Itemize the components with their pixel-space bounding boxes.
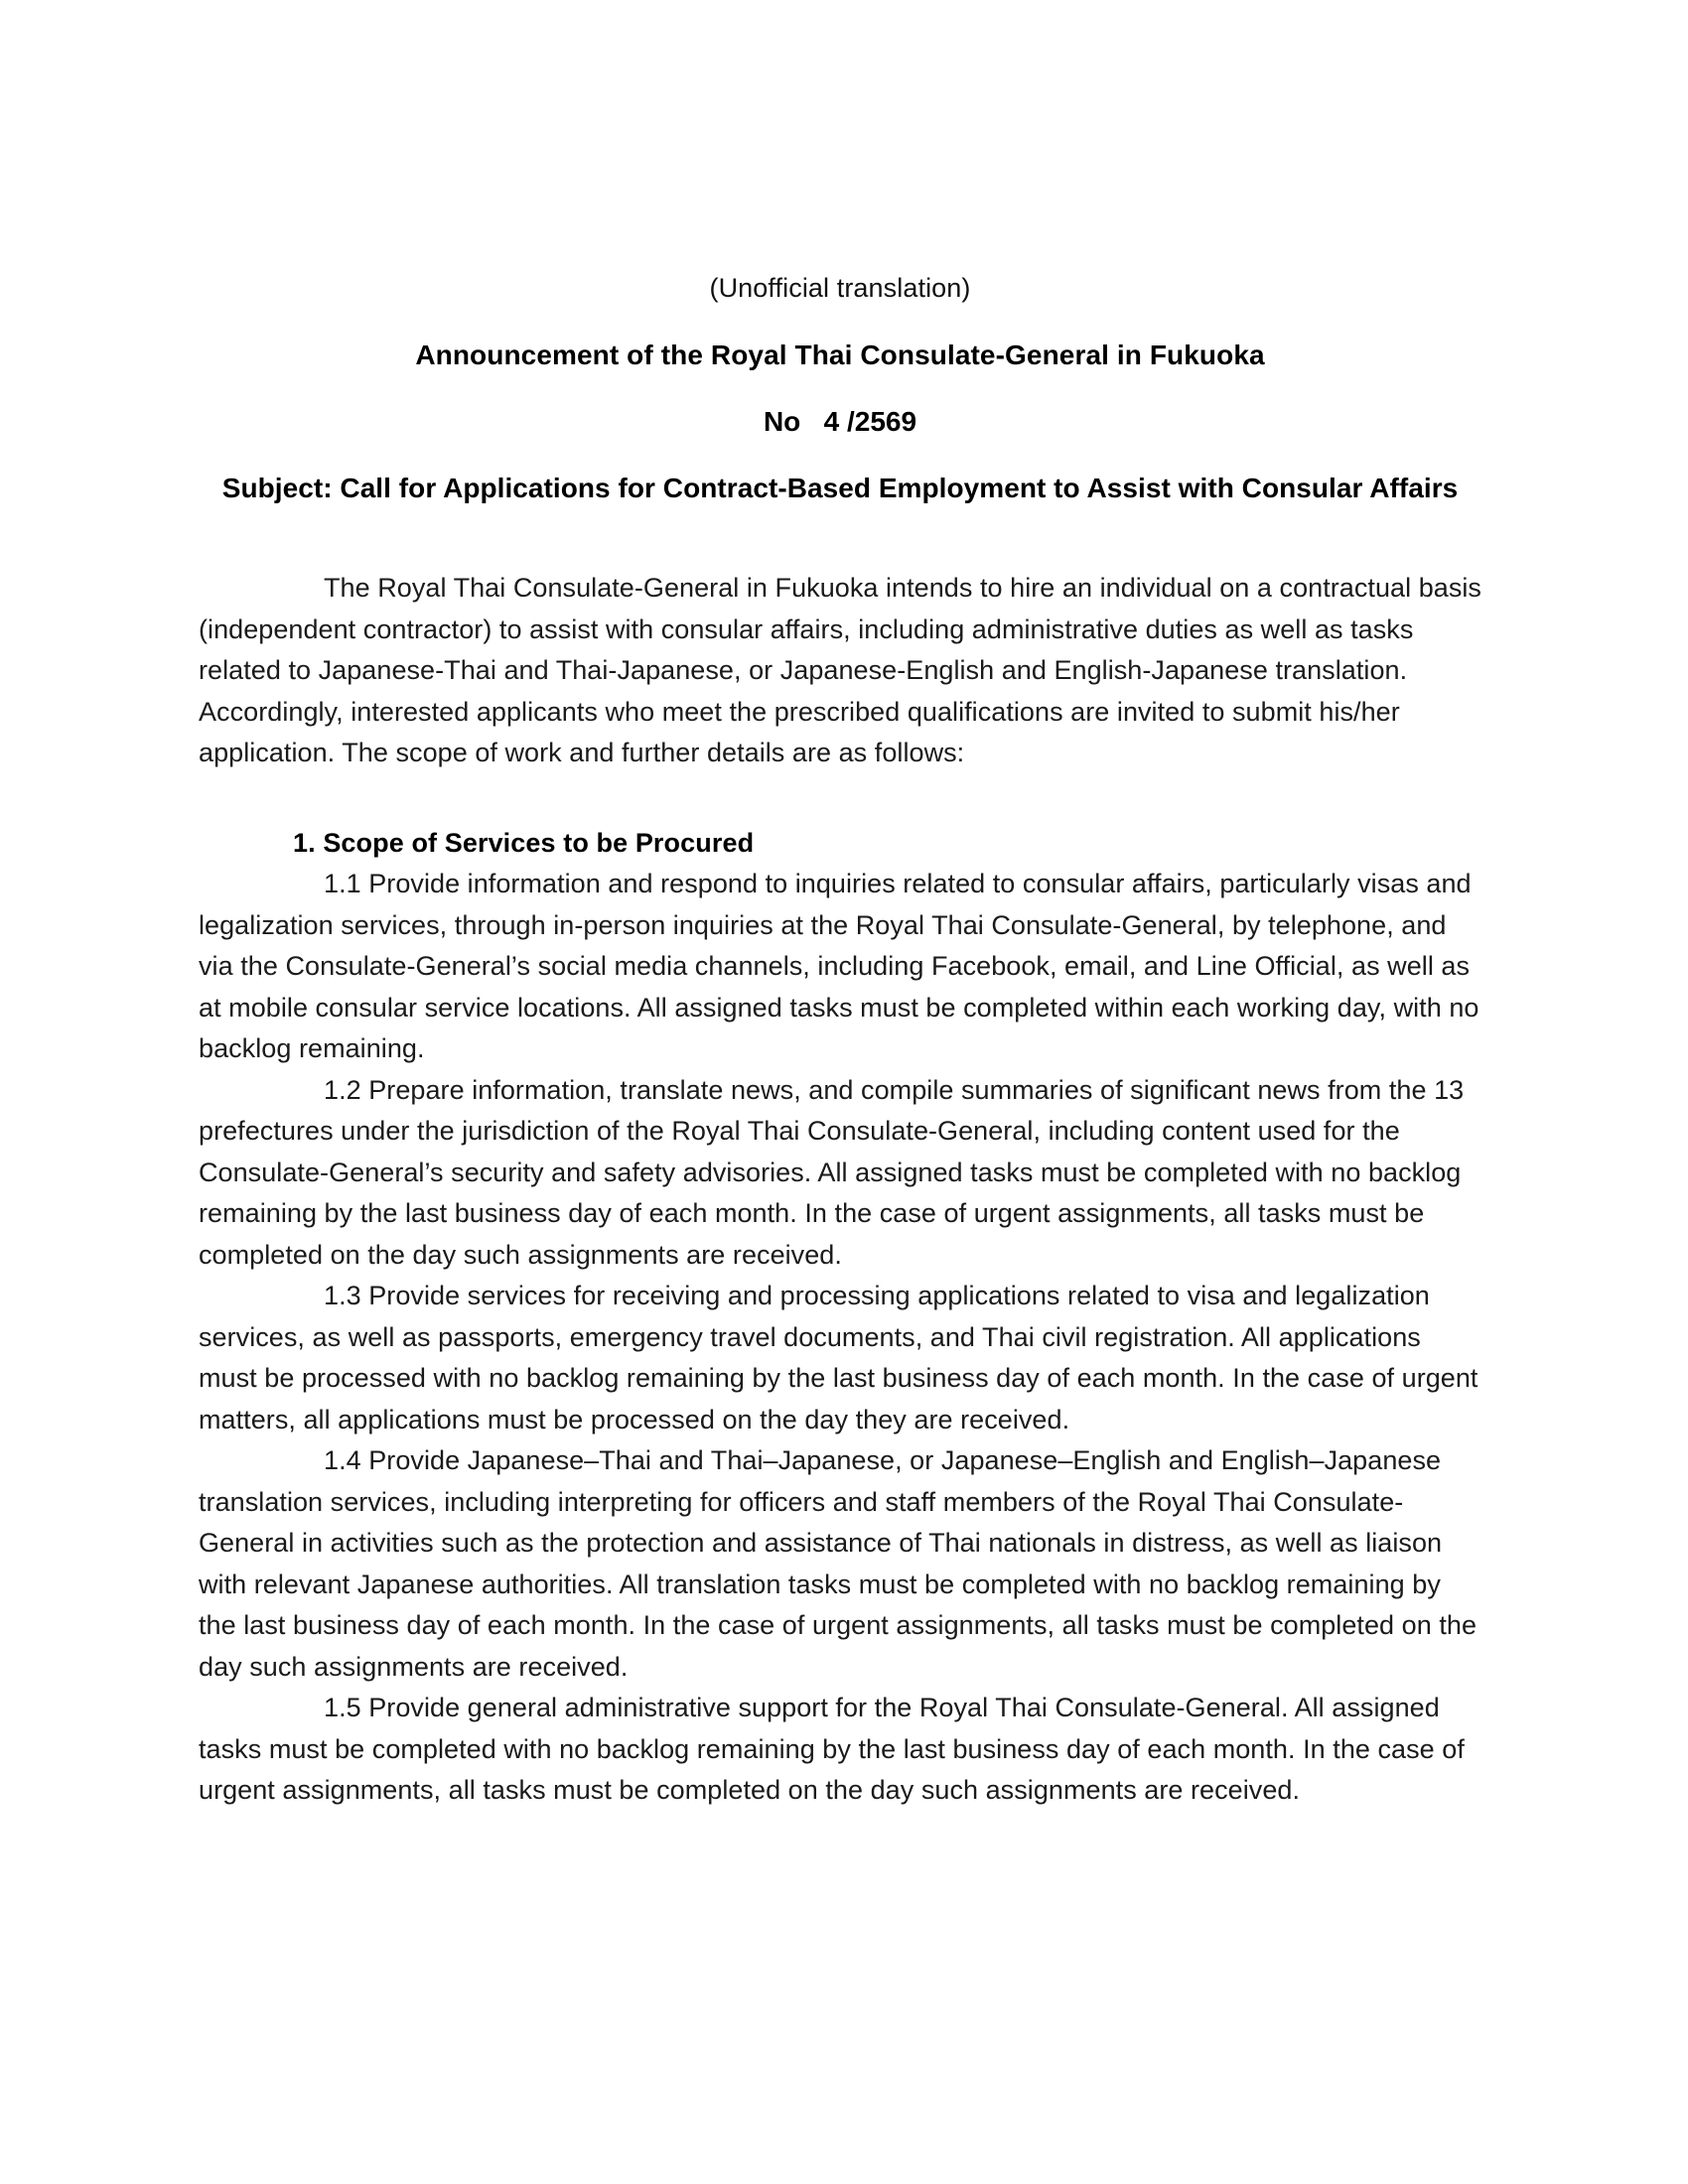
section-1-heading: 1. Scope of Services to be Procured bbox=[293, 827, 755, 858]
document-body bbox=[199, 568, 1481, 1812]
section-1-item-1-1: 1.1 Provide information and respond to inquiries related to consular affairs, particularly visas and legalization services, through in-person inquiries at the Royal Thai Consulate-General, by telephone, and via the Consulate-General’s social media channels, including Facebook, email, and Line Official, as well as at mobile consular service locations. All assigned tasks must be completed within each working day, with no backlog remaining. bbox=[199, 869, 1479, 1063]
unofficial-translation-note: (Unofficial translation) bbox=[709, 273, 971, 303]
announcement-number: No 4 /2569 bbox=[763, 406, 917, 437]
section-1-item-1-2: 1.2 Prepare information, translate news, and compile summaries of significant news from the 13 prefectures under the jurisdiction of the Royal Thai Consulate-General, including content used for the Consulate-General’s security and safety advisories. All assigned tasks must be completed with no backlog remaining by the last business day of each month. In the case of urgent assignments, all tasks must be completed on the day such assignments are received. bbox=[199, 1074, 1465, 1270]
intro-paragraph: The Royal Thai Consulate-General in Fukuoka intends to hire an individual on a contractual basis (independent contractor) to assist with consular affairs, including administrative duties as well as tasks related to Japanese-Thai and Thai-Japanese, or Japanese-English and English-Japanese translation. Accordingly, interested applicants who meet the prescribed qualifications are invited to submit his/her application. The scope of work and further details are as follows: bbox=[199, 573, 1481, 767]
section-1-item-1-3: 1.3 Provide services for receiving and processing applications related to visa and legalization services, as well as passports, emergency travel documents, and Thai civil registration. All applications must be processed with no backlog remaining by the last business day of each month. In the case of urgent matters, all applications must be processed on the day they are received. bbox=[199, 1281, 1478, 1434]
announcement-subject: Subject: Call for Applications for Contract-Based Employment to Assist with Consular Affairs bbox=[221, 473, 1459, 503]
announcement-title: Announcement of the Royal Thai Consulate-General in Fukuoka bbox=[415, 340, 1265, 370]
section-1-item-1-5: 1.5 Provide general administrative support for the Royal Thai Consulate-General. All assigned tasks must be completed with no backlog remaining by the last business day of each month. In the case of urgent assignments, all tasks must be completed on the day such assignments are received. bbox=[199, 1693, 1465, 1805]
section-spacer bbox=[199, 774, 1481, 823]
section-1-item-1-4: 1.4 Provide Japanese–Thai and Thai–Japanese, or Japanese–English and English–Japanese translation services, including interpreting for officers and staff members of the Royal Thai Consulate-General in activities such as the protection and assistance of Thai nationals in distress, as well as liaison with relevant Japanese authorities. All translation tasks must be completed with no backlog remaining by the last business day of each month. In the case of urgent assignments, all tasks must be completed on the day such assignments are received. bbox=[199, 1445, 1477, 1682]
document-content bbox=[199, 0, 1481, 1812]
